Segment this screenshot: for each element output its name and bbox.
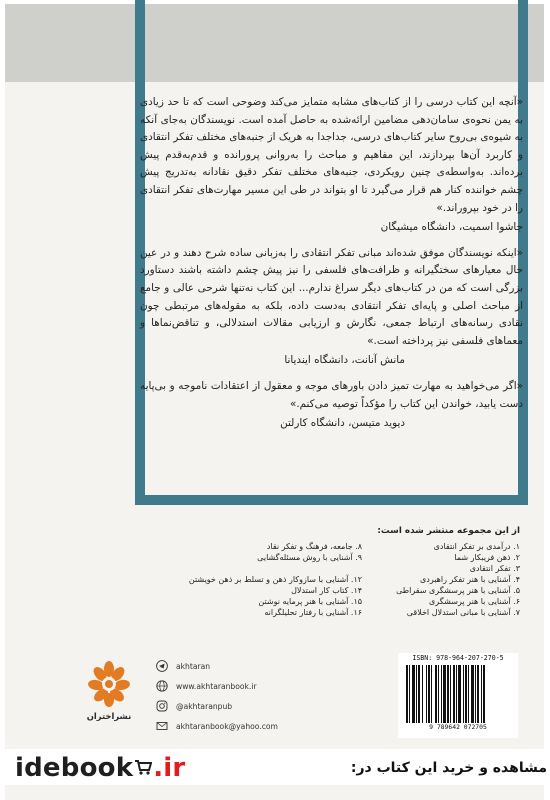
series-item: ۶. آشنایی با هنر پرسشگری [429,597,520,606]
idebook-banner[interactable] [5,749,547,785]
contact-email[interactable] [156,716,316,736]
contact-text: @akhtaranpub [176,701,233,711]
contact-list [156,656,316,736]
idebook-logo-main: idebook [15,753,134,783]
series-item: ۵. آشنایی با هنر پرسشگری سقراطی [396,586,520,595]
series-item: ۱۵. آشنایی با هنر پرمایه نوشتن [258,597,363,606]
publisher-logo [88,660,130,712]
series-item: ۱۴. کتاب کار استدلال [291,586,363,595]
quote-author: جاشوا اسمیت، دانشگاه میشیگان [380,221,523,234]
quote-1 [140,94,523,237]
quote-author: دیوید متیسن، دانشگاه کارلتن [280,417,405,430]
quote-text: «آنچه این کتاب درسی را از کتاب‌های مشابه متمایز می‌کند وضوحی است که تا حد زیادی به یمن نحوه‌ی سامان‌دهی مضامین ارائه‌شده به حاصل آمده است. نویسندگان به‌جای آنکه به شیوه‌ی بی‌روح سایر کتاب‌های درسی، جداجدا به هریک از جنبه‌های مختلف تفکر انتقادی و کاربرد آن‌ها بپردازند، این مفاهیم و مباحث را به‌روانی پرورانده و قدم‌به‌قدم پیش برده‌اند. به‌واسطه‌ی چنین رویکردی، جنبه‌های مختلف تفکر دقیق نقادانه به‌تدریج پیش چشم خواننده کنار هم قرار می‌گیرد تا او بتواند در طی این مسیر مهارت‌های تفکر انتقادی را در خود بپروراند.» [140,96,523,214]
series-item: ۷. آشنایی با مبانی استدلال اخلاقی [406,608,520,617]
isbn-label: ISBN: 978-964-207-270-5 [412,654,504,662]
isbn-barcode [398,653,518,738]
series-item: ۱۲. آشنایی با سازوکار ذهن و تسلط بر ذهن خویشتن [188,575,363,584]
publisher-logo-text: نشراختران [86,711,132,721]
endorsements [140,94,523,441]
contact-text: akhtaran [176,661,211,671]
series-item [189,563,362,574]
idebook-logo [15,753,185,783]
series-item: ۴. آشنایی با هنر تفکر راهبردی [420,575,520,584]
series-item: ۹. آشنایی با روش مسئله‌گشایی [257,553,363,562]
series-item: ۸. جامعه، فرهنگ و تفکر نقاد [266,542,363,551]
quote-text: «اگر می‌خواهید به مهارت تمیز دادن باورهای موجه و معقول از اعتقادات ناموجه و بی‌پایه دست یابید، خواندن این کتاب را مؤکداً توصیه می‌کنم.» [140,379,523,410]
series-item: ۳. تفکر انتقادی [469,564,520,573]
idebook-logo-tld: .ir [153,753,186,783]
cart-icon [134,753,152,783]
series-title: از این مجموعه منتشر شده است: [377,526,520,536]
idebook-cta: مشاهده و خرید این کتاب در: [350,760,547,776]
contact-text: www.akhtaranbook.ir [176,681,257,691]
series-column-right [396,541,520,618]
series-item: ۱۶. آشنایی با رفتار تحلیلگرانه [264,608,363,617]
quote-author: مانش آنانت، دانشگاه ایندیانا [284,354,405,367]
barcode-digits: 9 789642 072705 [429,723,487,731]
contact-website[interactable] [156,676,316,696]
series-item: ۱. درآمدی بر تفکر انتقادی [433,542,520,551]
series-column-left [189,541,362,618]
quote-3 [140,378,523,433]
series-list [180,526,520,618]
series-item: ۲. ذهن فریبکار شما [454,553,520,562]
instagram-icon [156,700,168,712]
quote-text: «اینکه نویسندگان موفق شده‌اند مبانی تفکر انتقادی را به‌زبانی ساده شرح دهند و در عین حال معیارهای سختگیرانه و ظرافت‌های فلسفی را نیز پیش چشم داشته باشند دستاورد بزرگی است که من در کتاب‌های دیگر سراغ ندارم... این کتاب نه‌تنها شرحی عالی و جامع از مباحث اصلی و پایه‌ای تفکر انتقادی به‌دست داده، بلکه به مقوله‌های مرتبطی چون نقادی رسانه‌های ارتباط جمعی، نگارش و ارزیابی مقالات استدلالی، و تناقض‌نماها و معماهای فلسفی نیز پرداخته است.» [140,246,523,347]
email-icon [156,720,168,732]
quote-2 [140,245,523,370]
contact-instagram[interactable] [156,696,316,716]
contact-text: akhtaranbook@yahoo.com [176,721,278,731]
telegram-icon [156,660,168,672]
globe-icon [156,680,168,692]
contact-telegram[interactable] [156,656,316,676]
barcode-image [405,665,511,723]
